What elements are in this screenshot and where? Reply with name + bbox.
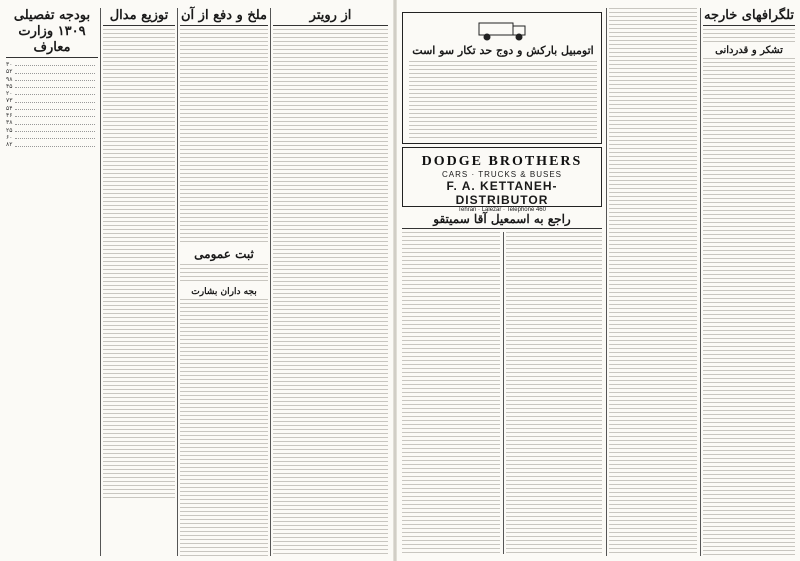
budget-amount: ۲۰: [6, 90, 13, 98]
budget-row: [6, 97, 98, 104]
budget-row: [6, 90, 98, 97]
budget-label: [15, 141, 95, 146]
text-block: [180, 264, 268, 284]
column-telegrams: [703, 8, 795, 556]
budget-row: [6, 83, 98, 90]
dodge-brand: DODGE BROTHERS: [421, 154, 583, 169]
budget-row: [6, 68, 98, 75]
column-rule: [177, 8, 178, 556]
auto-ad: [402, 12, 602, 144]
column-medals: [103, 8, 175, 556]
column-rule: [503, 232, 504, 554]
budget-amount: ۴۶: [6, 112, 13, 120]
budget-row: [6, 112, 98, 119]
headline-budget: بودجه تفصیلی ۱۳۰۹ وزارت معارف: [6, 8, 98, 58]
budget-label: [15, 61, 95, 66]
budget-amount: ۸۲: [6, 141, 13, 149]
budget-label: [15, 134, 95, 139]
budget-row: [6, 141, 98, 148]
budget-amount: ۵۲: [6, 68, 13, 76]
budget-amount: ۶۰: [6, 133, 13, 141]
budget-amount: ۵۴: [6, 104, 13, 112]
budget-amount: ۷۳: [6, 97, 13, 105]
budget-label: [15, 90, 95, 95]
subhead-children: بجه داران بشارت: [191, 287, 257, 297]
budget-label: [15, 68, 95, 73]
headline-medals: توزیع مدال: [103, 8, 175, 26]
dodge-distributor: F. A. KETTANEH-DISTRIBUTOR: [446, 179, 558, 207]
budget-amount: ۲۵: [6, 126, 13, 134]
dodge-address: Tehran · Lalezar · Telephone 460: [458, 207, 546, 213]
text-block: [273, 29, 388, 554]
headline-locust: ملخ و دفع از آن: [180, 8, 268, 26]
budget-label: [15, 83, 95, 88]
column-rule: [100, 8, 101, 556]
subhead-thanks: تشکر و قدردانی: [715, 45, 783, 56]
column-locust: [180, 8, 268, 556]
text-block: [103, 29, 175, 499]
page-fold: [393, 0, 397, 561]
budget-label: [15, 97, 95, 102]
text-block: [180, 29, 268, 244]
budget-body: [6, 149, 98, 156]
budget-amount: ۴۵: [6, 82, 13, 90]
budget-row: [6, 61, 98, 68]
text-block: [703, 29, 795, 43]
budget-label: [15, 76, 95, 81]
budget-row: [6, 134, 98, 141]
text-block: [402, 232, 500, 554]
dodge-ad: [402, 147, 602, 213]
text-block: [609, 8, 697, 556]
text-block: [506, 232, 602, 554]
subhead-registration: ثبت عمومی: [194, 247, 254, 261]
budget-label: [15, 112, 95, 117]
budget-row: [6, 127, 98, 134]
budget-row: [6, 105, 98, 112]
budget-amount: ۳۸: [6, 119, 13, 127]
headline-reuters: از رویتر: [273, 8, 388, 26]
budget-label: [15, 119, 95, 124]
budget-amount: ۳۰: [6, 61, 13, 68]
column-budget: [6, 8, 98, 556]
budget-row: [6, 119, 98, 126]
headline-auto: اتومبیل بارکش و دوج حد تکار سو است: [412, 44, 594, 57]
truck-illustration: [473, 15, 533, 43]
budget-row: [6, 76, 98, 83]
budget-label: [15, 127, 95, 132]
column-rule: [700, 8, 701, 556]
column-rule: [270, 8, 271, 556]
headline-telegrams: تلگرافهای خارجه: [703, 8, 795, 26]
column-reuters: [273, 8, 388, 556]
text-block: [703, 58, 795, 558]
dodge-line: CARS · TRUCKS & BUSES: [442, 170, 562, 179]
budget-table: [6, 61, 98, 149]
budget-amount: ۹۸: [6, 75, 13, 83]
budget-label: [15, 105, 95, 110]
text-block: [180, 299, 268, 559]
text-block: [409, 61, 597, 139]
headline-simitqu: راجع به اسمعیل آقا سمیتقو: [402, 211, 602, 229]
column-rule: [606, 8, 607, 556]
